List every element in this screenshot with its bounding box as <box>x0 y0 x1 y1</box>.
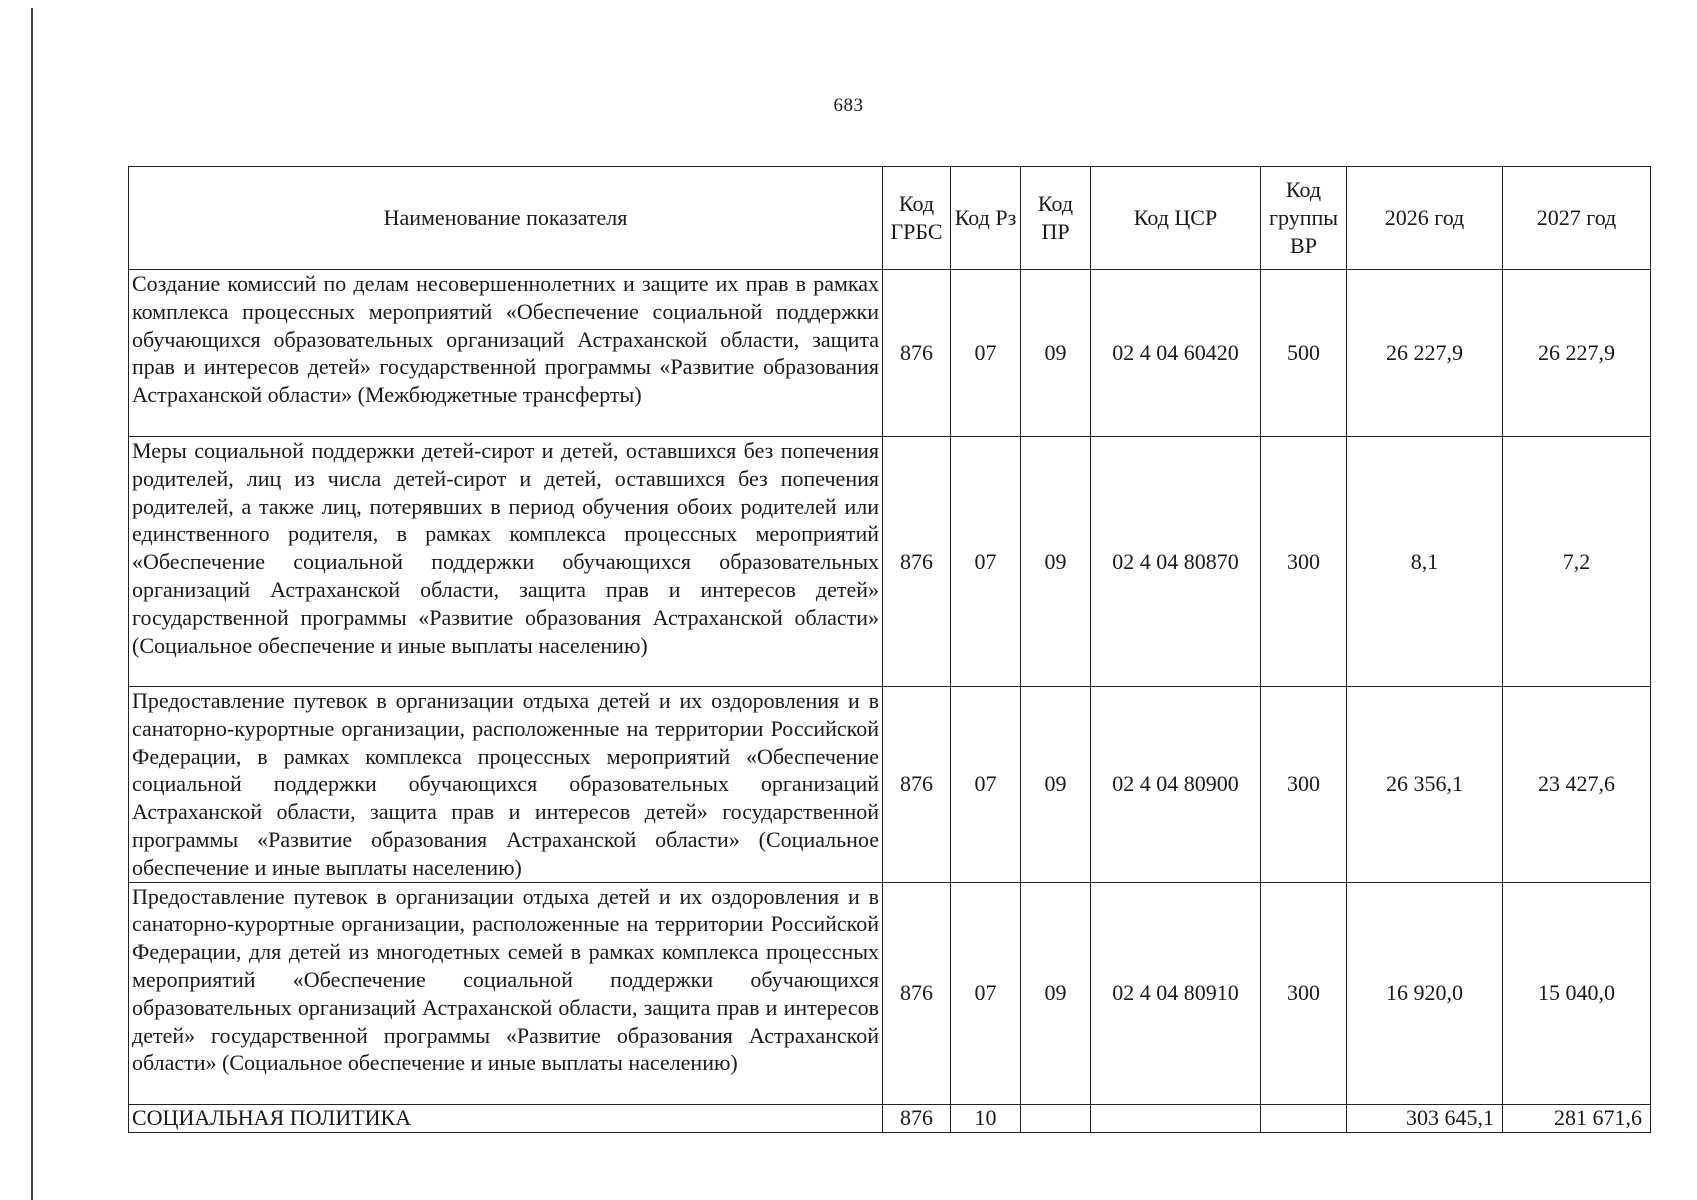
row-rz: 07 <box>951 270 1021 437</box>
row-vr: 300 <box>1261 882 1347 1104</box>
binding-line <box>31 8 33 1200</box>
row-vr: 500 <box>1261 270 1347 437</box>
row-2026: 26 227,9 <box>1347 270 1503 437</box>
row-2026: 8,1 <box>1347 437 1503 687</box>
total-pr <box>1021 1104 1091 1132</box>
header-2027: 2027 год <box>1503 167 1651 270</box>
table-row <box>129 437 1651 687</box>
row-name: Меры социальной поддержки детей-сирот и детей, оставшихся без попечения родителей, лиц из числа детей-сирот и детей, оставшихся без попечения родителей, а также лиц, потерявших в период обучения обоих родителей или единственного родителя, в рамках комплекса процессных мероприятий «Обеспечение социальной поддержки обучающихся образовательных организаций Астраханской области, защита прав и интересов детей» государственной программы «Развитие образования Астраханской области» (Социальное обеспечение и иные выплаты населению) <box>129 437 883 687</box>
total-csr <box>1091 1104 1261 1132</box>
header-name: Наименование показателя <box>129 167 883 270</box>
total-row <box>129 1104 1651 1132</box>
row-vr: 300 <box>1261 437 1347 687</box>
row-grbs: 876 <box>883 270 951 437</box>
row-2027: 7,2 <box>1503 437 1651 687</box>
row-2027: 26 227,9 <box>1503 270 1651 437</box>
row-grbs: 876 <box>883 882 951 1104</box>
page-number: 683 <box>833 95 864 116</box>
row-grbs: 876 <box>883 687 951 883</box>
row-name: Предоставление путевок в организации отдыха детей и их оздоровления и в санаторно-курортные организации, расположенные на территории Российской Федерации, для детей из многодетных семей в рамках комплекса процессных мероприятий «Обеспечение социальной поддержки обучающихся образовательных организаций Астраханской области, защита прав и интересов детей» государственной программы «Развитие образования Астраханской области» (Социальное обеспечение и иные выплаты населению) <box>129 882 883 1104</box>
row-2027: 15 040,0 <box>1503 882 1651 1104</box>
row-rz: 07 <box>951 882 1021 1104</box>
row-rz: 07 <box>951 687 1021 883</box>
table-row <box>129 270 1651 437</box>
header-2026: 2026 год <box>1347 167 1503 270</box>
row-pr: 09 <box>1021 687 1091 883</box>
row-2026: 26 356,1 <box>1347 687 1503 883</box>
row-2027: 23 427,6 <box>1503 687 1651 883</box>
table-header-row <box>129 167 1651 270</box>
total-2026: 303 645,1 <box>1347 1104 1503 1132</box>
total-rz: 10 <box>951 1104 1021 1132</box>
header-vr: Код группы ВР <box>1261 167 1347 270</box>
row-vr: 300 <box>1261 687 1347 883</box>
row-pr: 09 <box>1021 882 1091 1104</box>
header-pr: Код ПР <box>1021 167 1091 270</box>
row-rz: 07 <box>951 437 1021 687</box>
row-csr: 02 4 04 80900 <box>1091 687 1261 883</box>
table-row <box>129 882 1651 1104</box>
row-grbs: 876 <box>883 437 951 687</box>
header-rz: Код Рз <box>951 167 1021 270</box>
budget-table <box>128 166 1651 1133</box>
header-grbs: Код ГРБС <box>883 167 951 270</box>
table-row <box>129 687 1651 883</box>
row-csr: 02 4 04 80870 <box>1091 437 1261 687</box>
row-2026: 16 920,0 <box>1347 882 1503 1104</box>
row-pr: 09 <box>1021 437 1091 687</box>
row-csr: 02 4 04 60420 <box>1091 270 1261 437</box>
header-csr: Код ЦСР <box>1091 167 1261 270</box>
row-name: Предоставление путевок в организации отдыха детей и их оздоровления и в санаторно-курортные организации, расположенные на территории Российской Федерации, в рамках комплекса процессных мероприятий «Обеспечение социальной поддержки обучающихся образовательных организаций Астраханской области, защита прав и интересов детей» государственной программы «Развитие образования Астраханской области» (Социальное обеспечение и иные выплаты населению) <box>129 687 883 883</box>
total-vr <box>1261 1104 1347 1132</box>
row-pr: 09 <box>1021 270 1091 437</box>
total-grbs: 876 <box>883 1104 951 1132</box>
total-name: СОЦИАЛЬНАЯ ПОЛИТИКА <box>129 1104 883 1132</box>
row-csr: 02 4 04 80910 <box>1091 882 1261 1104</box>
total-2027: 281 671,6 <box>1503 1104 1651 1132</box>
row-name: Создание комиссий по делам несовершеннолетних и защите их прав в рамках комплекса процессных мероприятий «Обеспечение социальной поддержки обучающихся образовательных организаций Астраханской области, защита прав и интересов детей» государственной программы «Развитие образования Астраханской области» (Межбюджетные трансферты) <box>129 270 883 437</box>
